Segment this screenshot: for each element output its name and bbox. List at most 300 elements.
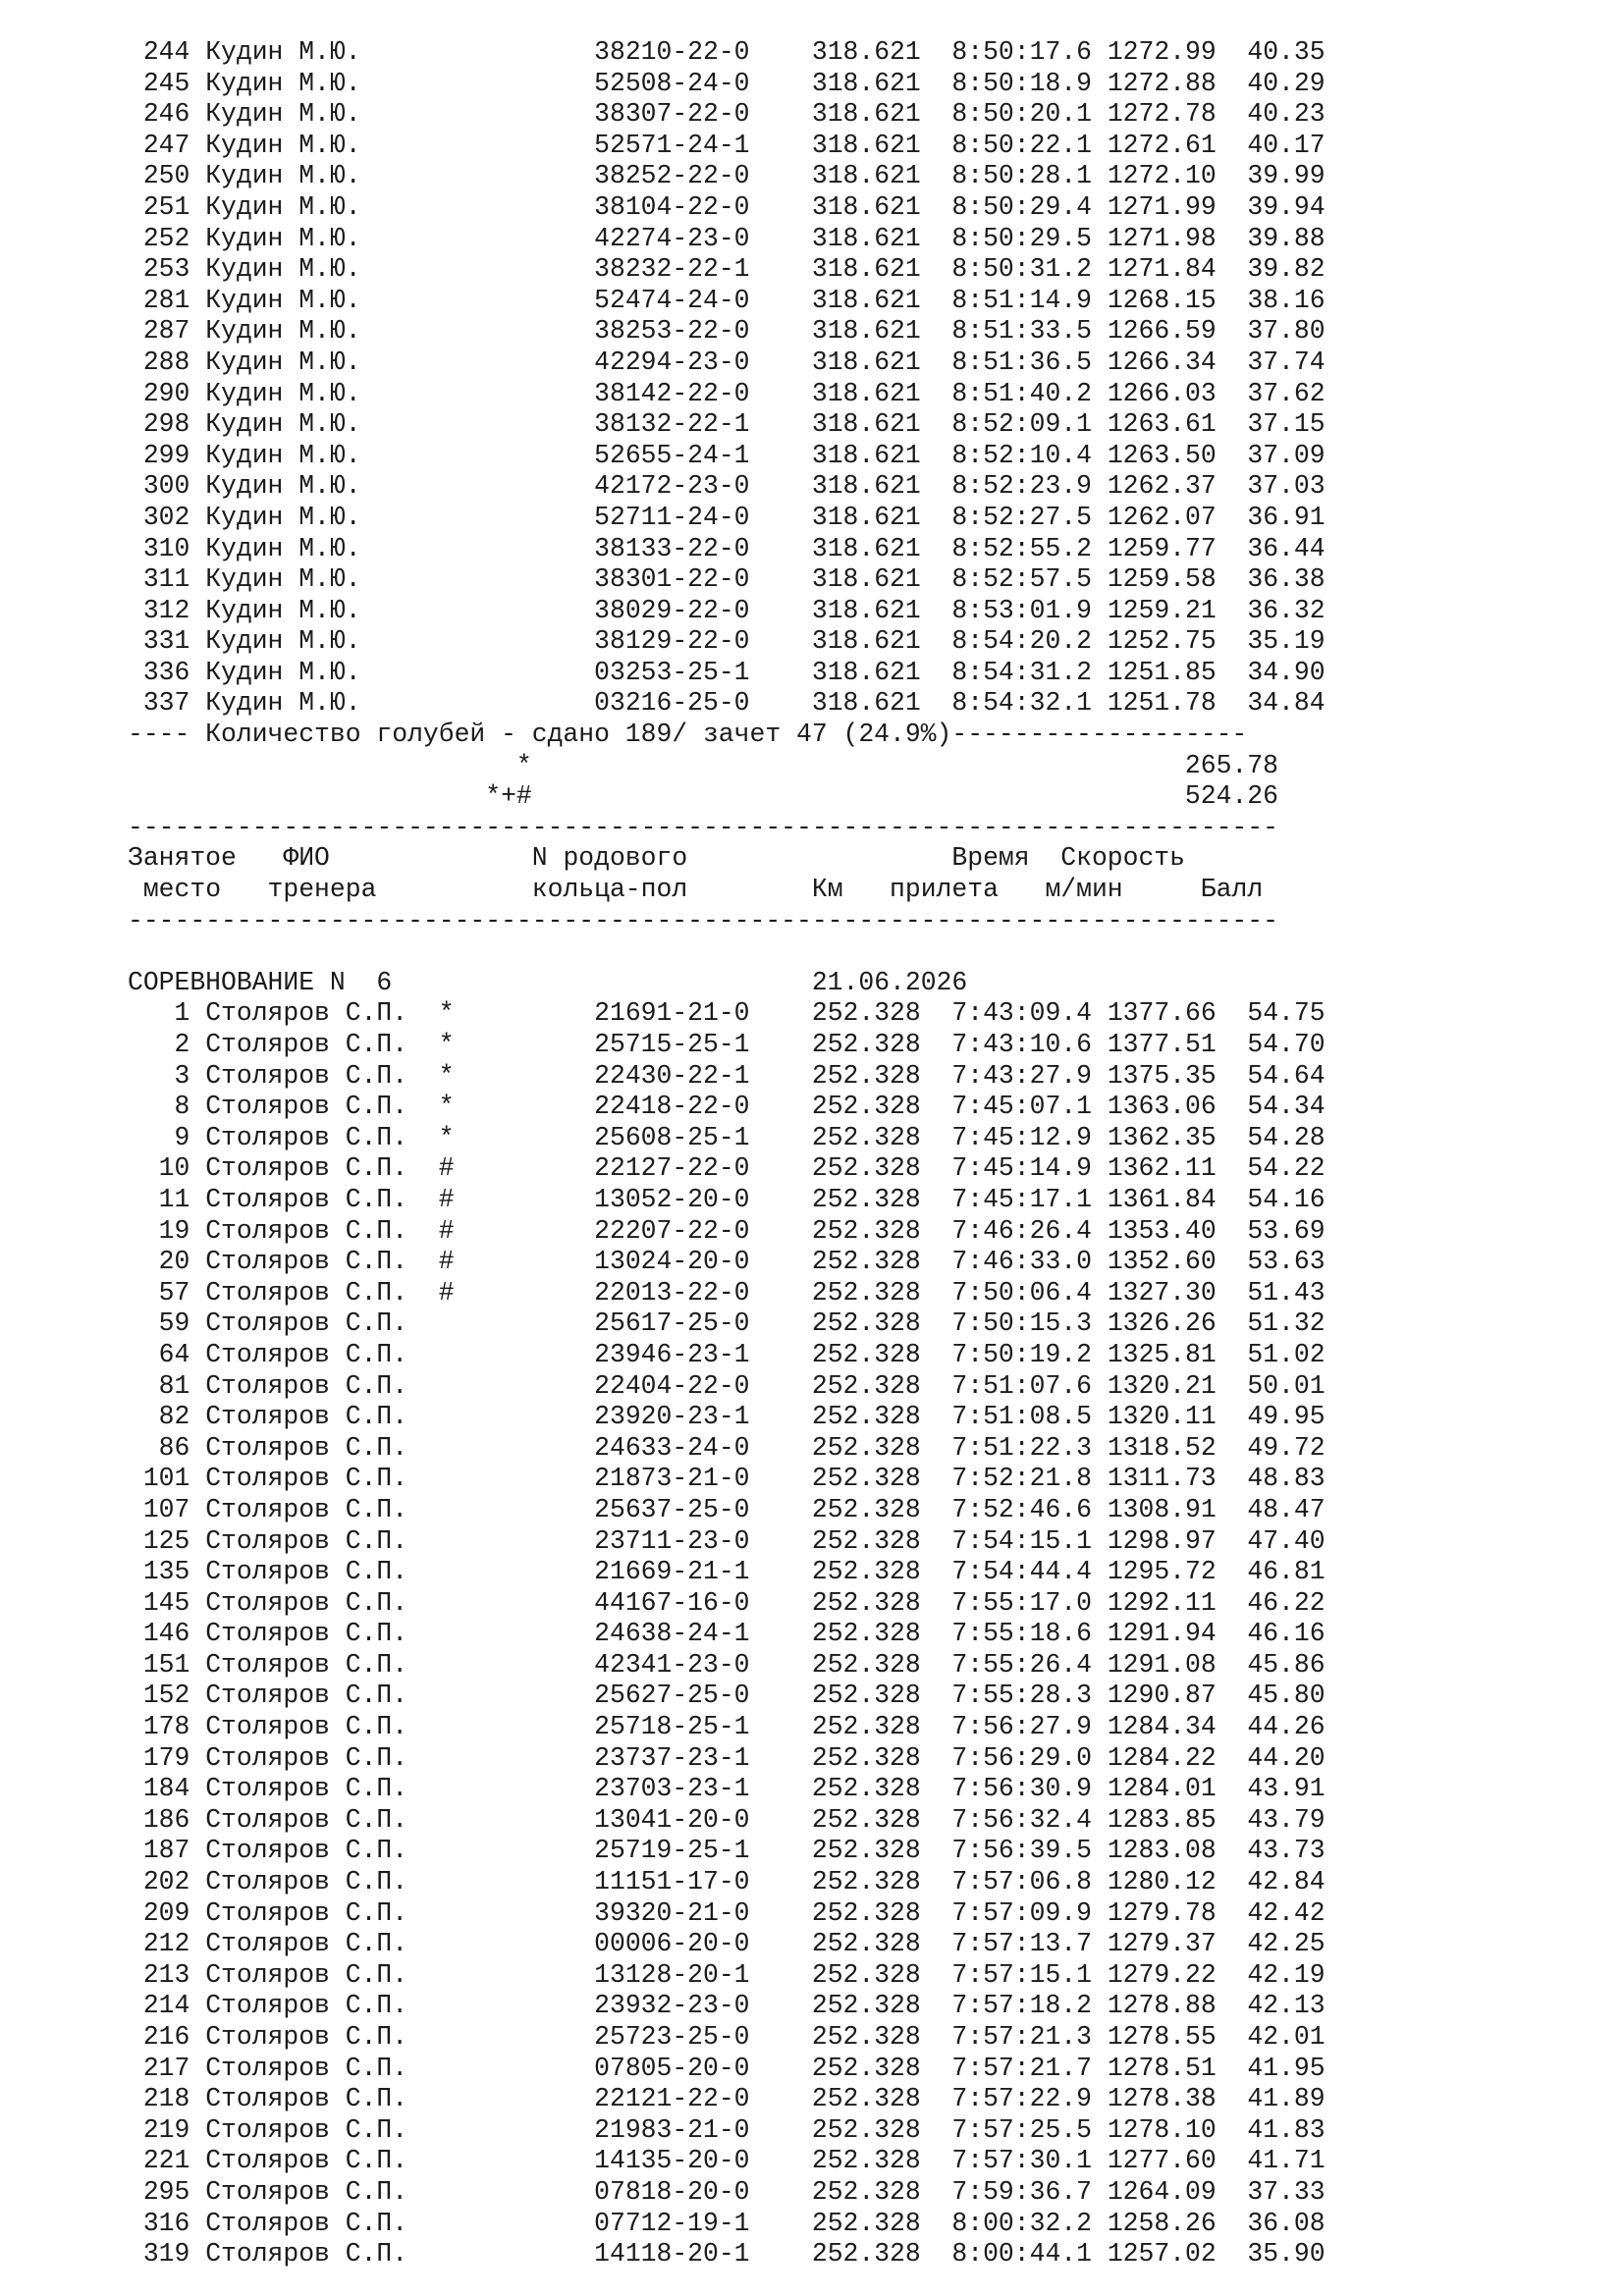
cell-ring: 24638-24-1 — [594, 1619, 750, 1649]
cell-mark — [439, 1991, 594, 2020]
cell-mark: # — [438, 1153, 595, 1184]
cell-km: 318.621 — [811, 378, 921, 408]
header-c7: Балл — [1154, 875, 1264, 905]
cell-ring: 21691-21-0 — [594, 998, 750, 1029]
cell-place: 20 — [128, 1247, 190, 1277]
cell-ring: 38133-22-0 — [594, 533, 750, 563]
cell-ring: 38142-22-0 — [594, 378, 750, 408]
table-row — [128, 1308, 1326, 1340]
cell-km: 252.328 — [811, 1649, 921, 1680]
cell-ring: 23946-23-1 — [594, 1339, 750, 1369]
blank-line — [128, 936, 1326, 968]
cell-ring: 42274-23-0 — [594, 223, 750, 253]
cell-score: 48.47 — [1247, 1494, 1326, 1524]
cell-time: 7:43:10.6 — [951, 1030, 1092, 1059]
cell-time: 7:55:17.0 — [951, 1587, 1092, 1618]
cell-speed: 1362.11 — [1107, 1153, 1217, 1184]
cell-ring: 38307-22-0 — [594, 99, 750, 130]
cell-name: Кудин М.Ю. — [205, 378, 439, 408]
cell-km: 318.621 — [811, 191, 921, 222]
table-row — [128, 1495, 1326, 1526]
cell-speed: 1353.40 — [1107, 1215, 1217, 1246]
cell-km: 252.328 — [811, 2053, 921, 2083]
cell-ring: 25637-25-0 — [594, 1494, 750, 1524]
cell-km: 252.328 — [811, 2114, 921, 2145]
cell-km: 252.328 — [811, 1153, 921, 1184]
cell-time: 7:55:18.6 — [951, 1619, 1092, 1649]
cell-mark — [439, 254, 594, 284]
cell-km: 252.328 — [811, 1432, 921, 1463]
cell-name: Столяров С.П. — [205, 1464, 439, 1494]
cell-speed: 1377.51 — [1107, 1030, 1217, 1059]
cell-score: 42.42 — [1247, 1897, 1326, 1928]
cell-km: 252.328 — [811, 1308, 921, 1339]
cell-km: 252.328 — [811, 1681, 921, 1711]
table-row — [128, 1030, 1326, 1061]
cell-ring: 25718-25-1 — [594, 1712, 750, 1742]
cell-name: Столяров С.П. — [205, 1587, 439, 1618]
cell-name: Кудин М.Ю. — [205, 161, 439, 191]
cell-mark — [439, 1464, 594, 1493]
competition-date: 21.06.2026 — [811, 967, 968, 997]
table-row — [128, 1774, 1326, 1805]
cell-km: 252.328 — [811, 1867, 921, 1897]
cell-name: Кудин М.Ю. — [205, 316, 439, 347]
cell-ring: 38029-22-0 — [594, 595, 750, 625]
cell-score: 48.83 — [1247, 1464, 1326, 1494]
cell-km: 252.328 — [811, 1215, 921, 1246]
cell-score: 41.89 — [1247, 2084, 1326, 2114]
cell-mark — [439, 626, 594, 656]
cell-ring: 22121-22-0 — [594, 2084, 750, 2114]
cell-mark — [439, 347, 594, 377]
cell-place: 212 — [128, 1929, 190, 1959]
cell-name: Кудин М.Ю. — [205, 409, 439, 440]
cell-place: 184 — [128, 1774, 190, 1804]
cell-ring: 23711-23-0 — [594, 1525, 750, 1556]
cell-name: Столяров С.П. — [205, 1339, 439, 1369]
cell-speed: 1264.09 — [1107, 2176, 1217, 2207]
cell-ring: 14135-20-0 — [594, 2146, 750, 2176]
cell-speed: 1266.34 — [1107, 347, 1217, 377]
cell-km: 252.328 — [811, 2208, 921, 2238]
table-row — [128, 1123, 1326, 1154]
cell-ring: 25715-25-1 — [594, 1030, 750, 1059]
cell-ring: 38132-22-1 — [594, 409, 750, 440]
cell-mark: * — [438, 1030, 595, 1059]
cell-place: 310 — [128, 533, 190, 563]
cell-score: 45.86 — [1247, 1649, 1326, 1680]
cell-score: 54.34 — [1247, 1092, 1326, 1122]
cell-speed: 1291.94 — [1107, 1619, 1217, 1649]
cell-name: Столяров С.П. — [205, 1774, 439, 1804]
cell-km: 252.328 — [811, 1804, 921, 1835]
cell-mark — [439, 1836, 594, 1865]
cell-mark — [439, 161, 594, 190]
cell-mark — [439, 1743, 594, 1773]
header-c7 — [1185, 843, 1278, 873]
cell-name: Столяров С.П. — [205, 998, 439, 1029]
cell-place: 9 — [128, 1122, 190, 1152]
cell-km: 252.328 — [811, 1897, 921, 1928]
cell-time: 8:53:01.9 — [951, 595, 1092, 625]
cell-place: 219 — [128, 2114, 190, 2145]
cell-mark — [439, 658, 594, 687]
cell-name: Кудин М.Ю. — [205, 68, 439, 98]
cell-mark — [439, 2022, 594, 2052]
table-row — [128, 2054, 1326, 2085]
table-row — [128, 1588, 1326, 1620]
cell-mark — [439, 1681, 594, 1710]
separator-line: -------------------------------------------------------------------------- — [128, 812, 1278, 842]
cell-speed: 1377.66 — [1107, 998, 1217, 1029]
cell-score: 37.09 — [1247, 440, 1326, 470]
cell-km: 318.621 — [811, 37, 921, 67]
cell-ring: 23932-23-0 — [594, 1991, 750, 2021]
cell-place: 246 — [128, 99, 190, 130]
cell-km: 318.621 — [811, 254, 921, 285]
cell-speed: 1257.02 — [1107, 2239, 1217, 2269]
cell-score: 40.35 — [1247, 37, 1326, 67]
header-c2: тренера — [267, 875, 532, 905]
cell-speed: 1298.97 — [1107, 1525, 1217, 1556]
cell-speed: 1295.72 — [1107, 1557, 1217, 1587]
cell-speed: 1271.84 — [1107, 254, 1217, 285]
cell-score: 46.22 — [1247, 1587, 1326, 1618]
cell-km: 252.328 — [811, 2084, 921, 2114]
cell-ring: 52571-24-1 — [594, 130, 750, 160]
cell-place: 57 — [128, 1277, 190, 1308]
cell-mark — [439, 1960, 594, 1990]
cell-score: 54.16 — [1247, 1184, 1326, 1214]
cell-name: Столяров С.П. — [205, 1525, 439, 1556]
cell-place: 300 — [128, 471, 190, 502]
cell-speed: 1284.34 — [1107, 1712, 1217, 1742]
cell-speed: 1280.12 — [1107, 1867, 1217, 1897]
cell-score: 37.80 — [1247, 316, 1326, 347]
header-c1: место — [142, 875, 222, 905]
cell-time: 7:51:22.3 — [951, 1432, 1092, 1463]
cell-place: 11 — [128, 1184, 190, 1214]
table-row — [128, 1712, 1326, 1743]
cell-place: 1 — [128, 998, 190, 1029]
cell-time: 7:56:30.9 — [951, 1774, 1092, 1804]
cell-mark: * — [438, 1060, 595, 1091]
cell-name: Столяров С.П. — [205, 1959, 439, 1990]
cell-time: 8:54:20.2 — [951, 626, 1092, 657]
table-row — [128, 596, 1326, 627]
cell-score: 34.90 — [1247, 657, 1326, 687]
cell-km: 252.328 — [811, 1464, 921, 1494]
cell-name: Кудин М.Ю. — [205, 626, 439, 657]
cell-km: 252.328 — [811, 2239, 921, 2269]
cell-score: 51.02 — [1247, 1339, 1326, 1369]
results-block-1 — [128, 37, 1326, 720]
table-row — [128, 1557, 1326, 1588]
cell-time: 8:50:29.5 — [951, 223, 1092, 253]
table-row — [128, 1929, 1326, 1960]
cell-speed: 1271.99 — [1107, 191, 1217, 222]
cell-km: 318.621 — [811, 502, 921, 532]
cell-speed: 1263.50 — [1107, 440, 1217, 470]
cell-time: 7:45:12.9 — [951, 1122, 1092, 1152]
cell-place: 299 — [128, 440, 190, 470]
cell-speed: 1278.10 — [1107, 2114, 1217, 2145]
cell-speed: 1308.91 — [1107, 1494, 1217, 1524]
cell-name: Столяров С.П. — [205, 1308, 439, 1339]
cell-km: 252.328 — [811, 2146, 921, 2176]
cell-score: 43.91 — [1247, 1774, 1326, 1804]
cell-speed: 1290.87 — [1107, 1681, 1217, 1711]
cell-name: Кудин М.Ю. — [205, 595, 439, 625]
cell-km: 252.328 — [811, 1619, 921, 1649]
cell-ring: 52655-24-1 — [594, 440, 750, 470]
cell-name: Кудин М.Ю. — [205, 347, 439, 377]
cell-mark — [439, 1526, 594, 1556]
cell-score: 54.75 — [1247, 998, 1326, 1029]
cell-place: 82 — [128, 1402, 190, 1432]
cell-ring: 03216-25-0 — [594, 688, 750, 719]
table-row — [128, 1092, 1326, 1123]
cell-speed: 1278.88 — [1107, 1991, 1217, 2021]
cell-km: 318.621 — [811, 657, 921, 687]
cell-name: Кудин М.Ю. — [205, 688, 439, 719]
cell-score: 39.82 — [1247, 254, 1326, 285]
cell-km: 252.328 — [811, 1277, 921, 1308]
cell-mark: * — [438, 1122, 595, 1152]
cell-place: 287 — [128, 316, 190, 347]
cell-time: 7:57:30.1 — [951, 2146, 1092, 2176]
cell-place: 213 — [128, 1959, 190, 1990]
cell-speed: 1363.06 — [1107, 1092, 1217, 1122]
cell-place: 311 — [128, 564, 190, 595]
table-header-row-2 — [128, 875, 1326, 906]
cell-speed: 1292.11 — [1107, 1587, 1217, 1618]
cell-name: Столяров С.П. — [205, 1897, 439, 1928]
cell-km: 252.328 — [811, 2022, 921, 2052]
cell-km: 252.328 — [811, 1060, 921, 1091]
cell-time: 8:00:44.1 — [951, 2239, 1092, 2269]
cell-name: Столяров С.П. — [205, 1432, 439, 1463]
table-row — [128, 688, 1326, 720]
cell-speed: 1272.78 — [1107, 99, 1217, 130]
cell-km: 252.328 — [811, 1557, 921, 1587]
table-row — [128, 131, 1326, 162]
cell-time: 8:54:32.1 — [951, 688, 1092, 719]
cell-ring: 25617-25-0 — [594, 1308, 750, 1339]
cell-time: 8:52:23.9 — [951, 471, 1092, 502]
cell-km: 252.328 — [811, 1339, 921, 1369]
cell-speed: 1263.61 — [1107, 409, 1217, 440]
cell-time: 8:50:28.1 — [951, 161, 1092, 191]
table-row — [128, 1650, 1326, 1682]
cell-place: 64 — [128, 1339, 190, 1369]
header-c3: N родового — [531, 843, 688, 874]
table-row — [128, 286, 1326, 317]
cell-time: 7:54:15.1 — [951, 1525, 1092, 1556]
header-c5: Время — [890, 843, 1030, 874]
cell-score: 54.64 — [1247, 1060, 1326, 1091]
cell-name: Столяров С.П. — [205, 1557, 439, 1587]
cell-speed: 1271.98 — [1107, 223, 1217, 253]
cell-mark — [439, 1371, 594, 1401]
cell-name: Столяров С.П. — [205, 1215, 439, 1246]
cell-name: Кудин М.Ю. — [205, 191, 439, 222]
cell-mark: # — [438, 1247, 595, 1277]
cell-speed: 1272.99 — [1107, 37, 1217, 67]
cell-place: 217 — [128, 2053, 190, 2083]
cell-mark — [439, 596, 594, 625]
cell-name: Столяров С.П. — [205, 1277, 439, 1308]
cell-ring: 38232-22-1 — [594, 254, 750, 285]
cell-time: 7:50:06.4 — [951, 1277, 1092, 1308]
cell-time: 7:56:27.9 — [951, 1712, 1092, 1742]
cell-ring: 13052-20-0 — [594, 1184, 750, 1214]
cell-km: 318.621 — [811, 688, 921, 719]
cell-name: Кудин М.Ю. — [205, 502, 439, 532]
cell-ring: 52474-24-0 — [594, 285, 750, 315]
header-c5: прилета — [890, 875, 1014, 905]
cell-speed: 1279.37 — [1107, 1929, 1217, 1959]
cell-place: 19 — [128, 1215, 190, 1246]
cell-time: 7:57:13.7 — [951, 1929, 1092, 1959]
cell-time: 7:51:08.5 — [951, 1402, 1092, 1432]
cell-mark — [439, 2239, 594, 2269]
cell-score: 42.13 — [1247, 1991, 1326, 2021]
cell-speed: 1272.10 — [1107, 161, 1217, 191]
cell-time: 7:45:07.1 — [951, 1092, 1092, 1122]
cell-speed: 1283.08 — [1107, 1836, 1217, 1866]
cell-time: 7:50:19.2 — [951, 1339, 1092, 1369]
cell-mark — [439, 2146, 594, 2175]
table-row — [128, 69, 1326, 100]
cell-speed: 1361.84 — [1107, 1184, 1217, 1214]
cell-score: 43.79 — [1247, 1804, 1326, 1835]
cell-name: Столяров С.П. — [205, 2239, 439, 2269]
cell-score: 36.38 — [1247, 564, 1326, 595]
cell-speed: 1311.73 — [1107, 1464, 1217, 1494]
table-row — [128, 1805, 1326, 1837]
cell-km: 252.328 — [811, 2176, 921, 2207]
cell-ring: 14118-20-1 — [594, 2239, 750, 2269]
table-row — [128, 37, 1326, 69]
table-row — [128, 471, 1326, 503]
table-row — [128, 1867, 1326, 1898]
cell-score: 36.08 — [1247, 2208, 1326, 2238]
cell-place: 252 — [128, 223, 190, 253]
cell-ring: 22013-22-0 — [594, 1277, 750, 1308]
cell-mark — [439, 37, 594, 67]
table-row — [128, 1526, 1326, 1558]
cell-ring: 13024-20-0 — [594, 1247, 750, 1277]
cell-place: 81 — [128, 1370, 190, 1401]
cell-ring: 38210-22-0 — [594, 37, 750, 67]
cell-km: 318.621 — [811, 130, 921, 160]
cell-mark — [439, 564, 594, 594]
cell-km: 252.328 — [811, 1836, 921, 1866]
cell-name: Кудин М.Ю. — [205, 440, 439, 470]
cell-time: 8:51:36.5 — [951, 347, 1092, 377]
cell-place: 209 — [128, 1897, 190, 1928]
header-c4 — [687, 843, 890, 873]
cell-name: Столяров С.П. — [205, 1153, 439, 1184]
cell-km: 252.328 — [811, 998, 921, 1029]
table-row — [128, 1247, 1326, 1278]
cell-name: Столяров С.П. — [205, 2114, 439, 2145]
total-value: 524.26 — [531, 781, 1278, 812]
cell-km: 252.328 — [811, 1929, 921, 1959]
header-c4: Км — [687, 875, 843, 905]
cell-time: 8:51:40.2 — [951, 378, 1092, 408]
cell-time: 8:51:33.5 — [951, 316, 1092, 347]
cell-mark — [439, 688, 594, 718]
cell-ring: 52711-24-0 — [594, 502, 750, 532]
cell-place: 316 — [128, 2208, 190, 2238]
cell-score: 51.43 — [1247, 1277, 1326, 1308]
cell-place: 319 — [128, 2239, 190, 2269]
cell-mark — [439, 1805, 594, 1835]
cell-speed: 1327.30 — [1107, 1277, 1217, 1308]
table-row — [128, 224, 1326, 255]
cell-place: 214 — [128, 1991, 190, 2021]
cell-place: 86 — [128, 1432, 190, 1463]
cell-ring: 38252-22-0 — [594, 161, 750, 191]
cell-place: 253 — [128, 254, 190, 285]
cell-ring: 07818-20-0 — [594, 2176, 750, 2207]
cell-ring: 22127-22-0 — [594, 1153, 750, 1184]
cell-score: 46.81 — [1247, 1557, 1326, 1587]
cell-km: 252.328 — [811, 1525, 921, 1556]
cell-time: 7:55:26.4 — [951, 1649, 1092, 1680]
cell-km: 252.328 — [811, 1587, 921, 1618]
cell-ring: 25608-25-1 — [594, 1122, 750, 1152]
cell-place: 281 — [128, 285, 190, 315]
cell-ring: 21873-21-0 — [594, 1464, 750, 1494]
cell-mark — [439, 1867, 594, 1896]
header-c2: ФИО — [283, 843, 532, 874]
cell-time: 7:57:21.7 — [951, 2053, 1092, 2083]
cell-time: 7:55:28.3 — [951, 1681, 1092, 1711]
cell-speed: 1320.21 — [1107, 1370, 1217, 1401]
cell-time: 7:46:33.0 — [951, 1247, 1092, 1277]
cell-score: 41.71 — [1247, 2146, 1326, 2176]
cell-km: 252.328 — [811, 1712, 921, 1742]
cell-place: 8 — [128, 1092, 190, 1122]
cell-ring: 23737-23-1 — [594, 1742, 750, 1773]
cell-mark — [439, 316, 594, 346]
cell-speed: 1272.88 — [1107, 68, 1217, 98]
cell-place: 101 — [128, 1464, 190, 1494]
cell-ring: 22207-22-0 — [594, 1215, 750, 1246]
cell-score: 44.20 — [1247, 1742, 1326, 1773]
cell-km: 318.621 — [811, 595, 921, 625]
cell-name: Столяров С.П. — [205, 1867, 439, 1897]
cell-time: 8:50:20.1 — [951, 99, 1092, 130]
cell-place: 135 — [128, 1557, 190, 1587]
cell-speed: 1318.52 — [1107, 1432, 1217, 1463]
cell-mark — [439, 1650, 594, 1680]
cell-mark — [439, 1402, 594, 1431]
cell-km: 252.328 — [811, 1774, 921, 1804]
cell-mark — [439, 1340, 594, 1369]
cell-place: 202 — [128, 1867, 190, 1897]
cell-ring: 22430-22-1 — [594, 1060, 750, 1091]
cell-place: 152 — [128, 1681, 190, 1711]
cell-mark — [439, 286, 594, 315]
table-row — [128, 2115, 1326, 2147]
cell-km: 252.328 — [811, 1494, 921, 1524]
summary-line: ---- Количество голубей - сдано 189/ зачет 47 (24.9%)------------------- — [128, 720, 1248, 750]
